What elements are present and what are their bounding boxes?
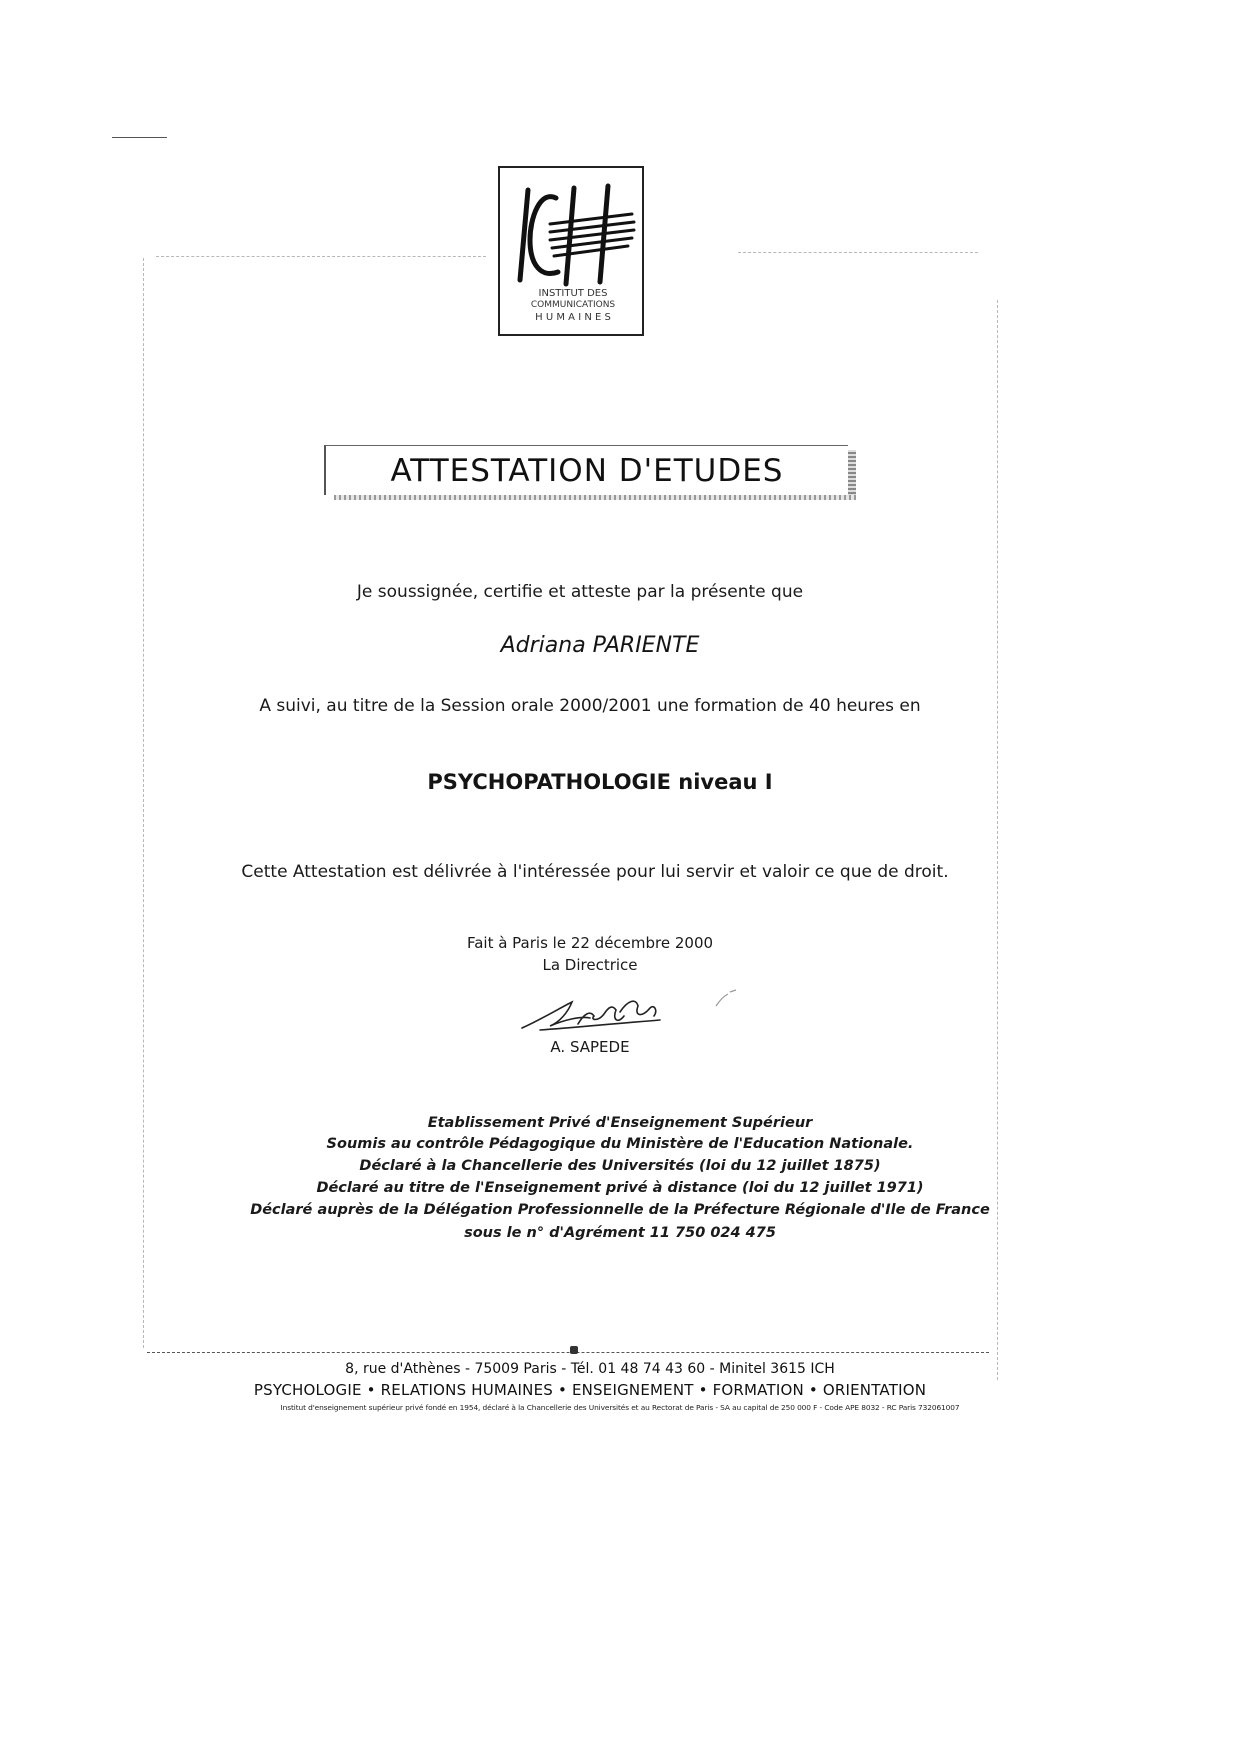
signatory-name: A. SAPEDE	[550, 1038, 630, 1056]
ich-logo	[498, 166, 644, 336]
scan-line-top-left	[156, 256, 486, 257]
bottom-marker-icon	[570, 1346, 578, 1354]
document-title: ATTESTATION D'ETUDES	[390, 452, 784, 489]
title-banner-shadow-bottom	[334, 495, 856, 500]
logo-subtitle-line-3: H U M A I N E S	[535, 312, 611, 323]
legal-line-3: Déclaré à la Chancellerie des Universités (loi du 12 juillet 1875)	[359, 1158, 881, 1174]
stamp-mark	[712, 988, 740, 1012]
scan-line-top-right	[738, 252, 978, 253]
purpose-line: Cette Attestation est délivrée à l'intéressée pour lui servir et valoir ce que de droit.	[241, 862, 949, 882]
logo-subtitle-line-1: INSTITUT DES	[538, 288, 608, 299]
legal-line-5: Déclaré auprès de la Délégation Professionnelle de la Préfecture Régionale d'Ile de France	[250, 1202, 990, 1218]
legal-line-4: Déclaré au titre de l'Enseignement privé à distance (loi du 12 juillet 1971)	[316, 1180, 924, 1196]
certify-line: Je soussignée, certifie et atteste par la présente que	[356, 582, 804, 602]
scan-line-bottom	[147, 1352, 989, 1353]
signatory-title: La Directrice	[542, 956, 638, 974]
course-name: PSYCHOPATHOLOGIE niveau I	[427, 770, 773, 794]
legal-line-1: Etablissement Privé d'Enseignement Supérieur	[427, 1115, 813, 1131]
scan-mark-top-left	[112, 137, 167, 138]
footer-activities: PSYCHOLOGIE • RELATIONS HUMAINES • ENSEIGNEMENT • FORMATION • ORIENTATION	[253, 1381, 927, 1399]
student-name: Adriana PARIENTE	[500, 633, 700, 658]
title-banner-shadow	[848, 450, 856, 498]
logo-subtitle-line-2: COMMUNICATIONS	[530, 300, 616, 310]
footer-legal: Institut d'enseignement supérieur privé fondé en 1954, déclaré à la Chancellerie des Universités et au Rectorat de Paris - SA au capital de 250 000 F - Code APE 8032 - RC Paris 732061007	[280, 1403, 960, 1412]
place-date: Fait à Paris le 22 décembre 2000	[466, 934, 714, 952]
footer-address: 8, rue d'Athènes - 75009 Paris - Tél. 01 48 74 43 60 - Minitel 3615 ICH	[345, 1361, 835, 1377]
scan-line-left	[143, 258, 144, 1348]
legal-line-6: sous le n° d'Agrément 11 750 024 475	[464, 1225, 776, 1241]
session-line: A suivi, au titre de la Session orale 2000/2001 une formation de 40 heures en	[259, 696, 921, 716]
handwritten-signature	[520, 990, 670, 1040]
legal-line-2: Soumis au contrôle Pédagogique du Ministère de l'Education Nationale.	[326, 1136, 914, 1152]
title-banner	[324, 445, 848, 495]
